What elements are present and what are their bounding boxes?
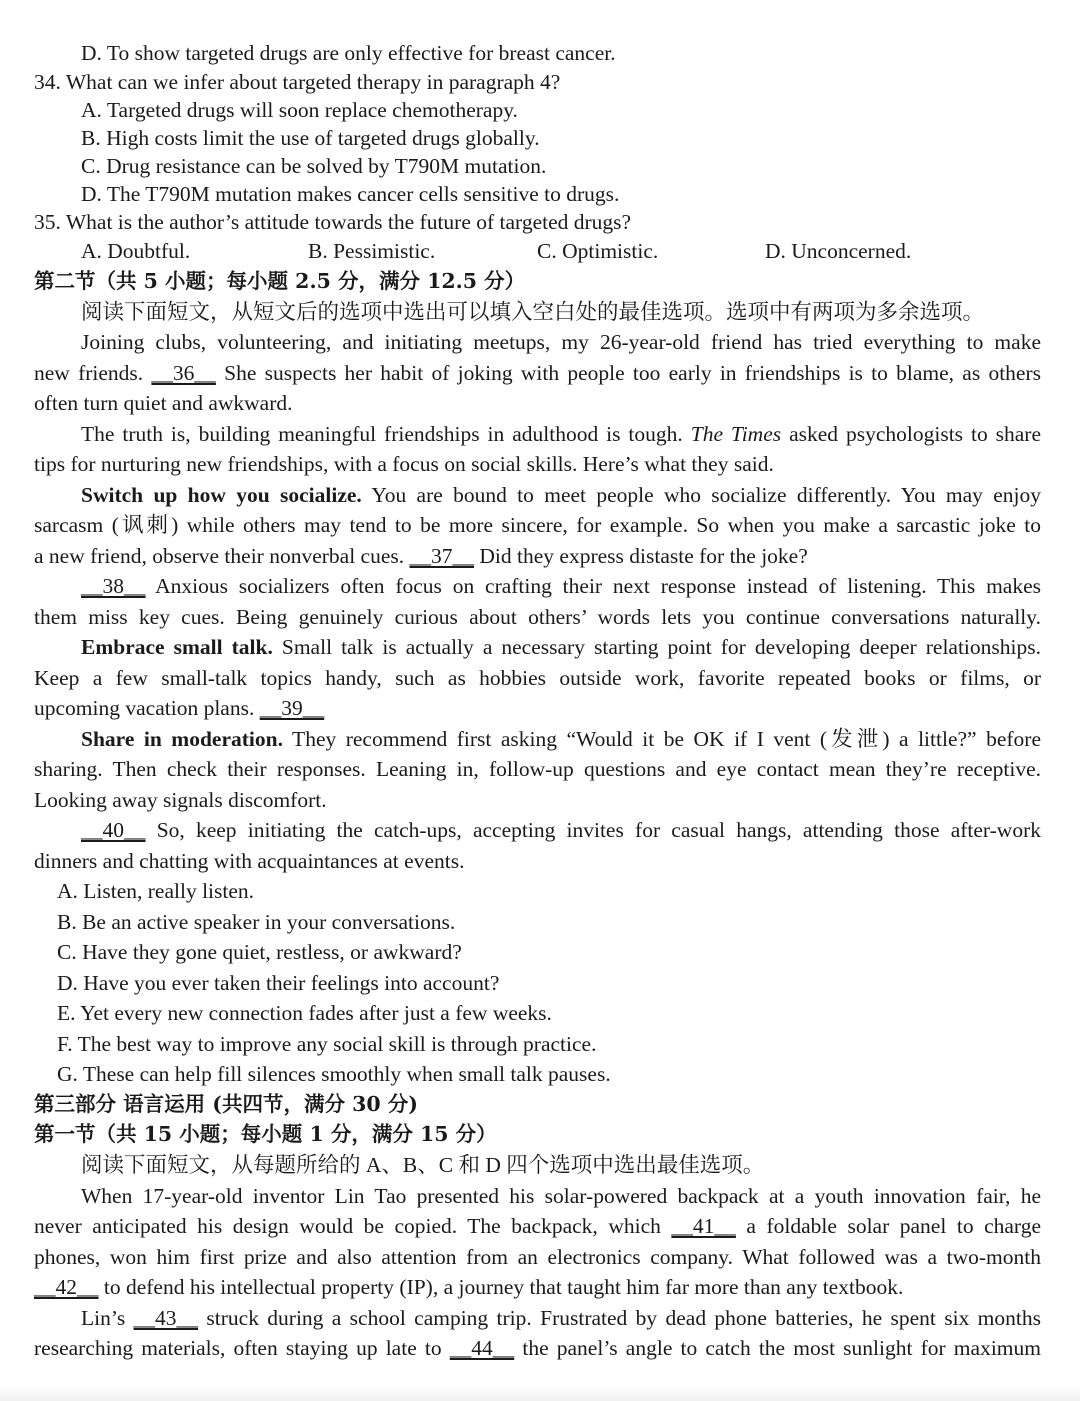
q34-option-d: D. The T790M mutation makes cancer cells sensitive to drugs.: [81, 182, 620, 206]
s2-p1-line1: Joining clubs, volunteering, and initiating meetups, my 26-year-old friend has tried everything to make: [81, 330, 1041, 354]
s2-p5-line2: Keep a few small-talk topics handy, such as hobbies outside work, favorite repeated books or films, or: [34, 666, 1041, 690]
q35-stem: 35. What is the author’s attitude towards the future of targeted drugs?: [34, 210, 632, 234]
blank-36: __36__: [151, 361, 216, 385]
s2-p3-line1: Switch up how you socialize. You are bound to meet people who socialize differently. You may enjoy: [81, 483, 1041, 507]
s2-p6-line1: Share in moderation. They recommend first asking “Would it be OK if I vent (发泄) a little?” before: [81, 727, 1041, 751]
p3-p2-line2: researching materials, often staying up late to __44__ the panel’s angle to catch the most sunlight for maximum: [34, 1336, 1041, 1360]
q35-option-d: D. Unconcerned.: [765, 239, 912, 263]
section2-heading: 第二节（共 5 小题；每小题 2.5 分，满分 12.5 分）: [34, 269, 526, 293]
s2-p6-line2: sharing. Then check their responses. Leaning in, follow-up questions and eye contact mean they’re receptive.: [34, 757, 1041, 781]
q33-option-d: D. To show targeted drugs are only effective for breast cancer.: [81, 41, 616, 65]
section2-instruction: 阅读下面短文，从短文后的选项中选出可以填入空白处的最佳选项。选项中有两项为多余选项。: [81, 300, 985, 324]
s2-p2-line2: tips for nurturing new friendships, with a focus on social skills. Here’s what they said.: [34, 452, 774, 476]
q34-stem: 34. What can we infer about targeted therapy in paragraph 4?: [34, 70, 561, 94]
s2-p3-line3: a new friend, observe their nonverbal cues. __37__ Did they express distaste for the joke?: [34, 544, 808, 568]
subheading-share: Share in moderation.: [81, 727, 283, 751]
s2-p5-line1: Embrace small talk. Small talk is actually a necessary starting point for developing deeper relationships.: [81, 635, 1041, 659]
blank-38: __38__: [81, 574, 146, 598]
subheading-switch-up: Switch up how you socialize.: [81, 483, 362, 507]
s2-option-e: E. Yet every new connection fades after just a few weeks.: [57, 1001, 552, 1025]
s2-p6-line3: Looking away signals discomfort.: [34, 788, 327, 812]
p3-p1-line3: phones, won him first prize and also attention from an electronics company. What followed was a two-month: [34, 1245, 1041, 1269]
s2-option-g: G. These can help fill silences smoothly when small talk pauses.: [57, 1062, 611, 1086]
blank-41: __41__: [671, 1214, 736, 1238]
q35-option-a: A. Doubtful.: [81, 239, 191, 263]
q34-option-b: B. High costs limit the use of targeted drugs globally.: [81, 126, 540, 150]
s2-p1-line2: new friends. __36__ She suspects her habit of joking with people too early in friendships is to blame, as others: [34, 361, 1041, 385]
q34-option-a: A. Targeted drugs will soon replace chemotherapy.: [81, 98, 518, 122]
s2-p5-line3: upcoming vacation plans. __39__: [34, 696, 325, 720]
s2-option-d: D. Have you ever taken their feelings into account?: [57, 971, 500, 995]
s2-option-a: A. Listen, really listen.: [57, 879, 255, 903]
q35-option-c: C. Optimistic.: [537, 239, 659, 263]
blank-40: __40__: [81, 818, 146, 842]
s2-p7-line1: __40__ So, keep initiating the catch-ups, accepting invites for casual hangs, attending those after-work: [81, 818, 1041, 842]
p3-p1-line1: When 17-year-old inventor Lin Tao presented his solar-powered backpack at a youth innovation fair, he: [81, 1184, 1041, 1208]
p3-p1-line2: never anticipated his design would be copied. The backpack, which __41__ a foldable solar panel to charge: [34, 1214, 1041, 1238]
part3-heading: 第三部分 语言运用 (共四节，满分 30 分): [34, 1092, 418, 1116]
blank-43: __43__: [133, 1306, 199, 1330]
s2-option-c: C. Have they gone quiet, restless, or awkward?: [57, 940, 462, 964]
s2-p3-line2: sarcasm (讽刺) while others may tend to be more sincere, for example. So when you make a sarcastic joke to: [34, 513, 1041, 537]
q35-option-b: B. Pessimistic.: [308, 239, 436, 263]
p3-p1-line4: __42__ to defend his intellectual property (IP), a journey that taught him far more than any textbook.: [34, 1275, 904, 1299]
s2-option-f: F. The best way to improve any social skill is through practice.: [57, 1032, 597, 1056]
blank-42: __42__: [34, 1275, 99, 1299]
s2-p2-line1: The truth is, building meaningful friendships in adulthood is tough. The Times asked psychologists to share: [81, 422, 1042, 446]
blank-37: __37__: [409, 544, 475, 568]
publication-title: The Times: [690, 422, 782, 446]
part3-instruction: 阅读下面短文，从每题所给的 A、B、C 和 D 四个选项中选出最佳选项。: [81, 1153, 765, 1177]
part3-section1-heading: 第一节（共 15 小题；每小题 1 分，满分 15 分）: [34, 1122, 497, 1146]
q34-option-c: C. Drug resistance can be solved by T790M mutation.: [81, 154, 547, 178]
s2-p1-line3: often turn quiet and awkward.: [34, 391, 293, 415]
s2-p4-line2: them miss key cues. Being genuinely curious about others’ words lets you continue conversations naturally.: [34, 605, 1041, 629]
s2-p7-line2: dinners and chatting with acquaintances at events.: [34, 849, 465, 873]
blank-44: __44__: [449, 1336, 515, 1360]
blank-39: __39__: [259, 696, 325, 720]
subheading-small-talk: Embrace small talk.: [81, 635, 273, 659]
p3-p2-line1: Lin’s __43__ struck during a school camping trip. Frustrated by dead phone batteries, he spent six months: [81, 1306, 1041, 1330]
s2-option-b: B. Be an active speaker in your conversations.: [57, 910, 456, 934]
page-bottom-shadow: [0, 1385, 1080, 1401]
s2-p4-line1: __38__ Anxious socializers often focus on crafting their next response instead of listening. This makes: [81, 574, 1041, 598]
